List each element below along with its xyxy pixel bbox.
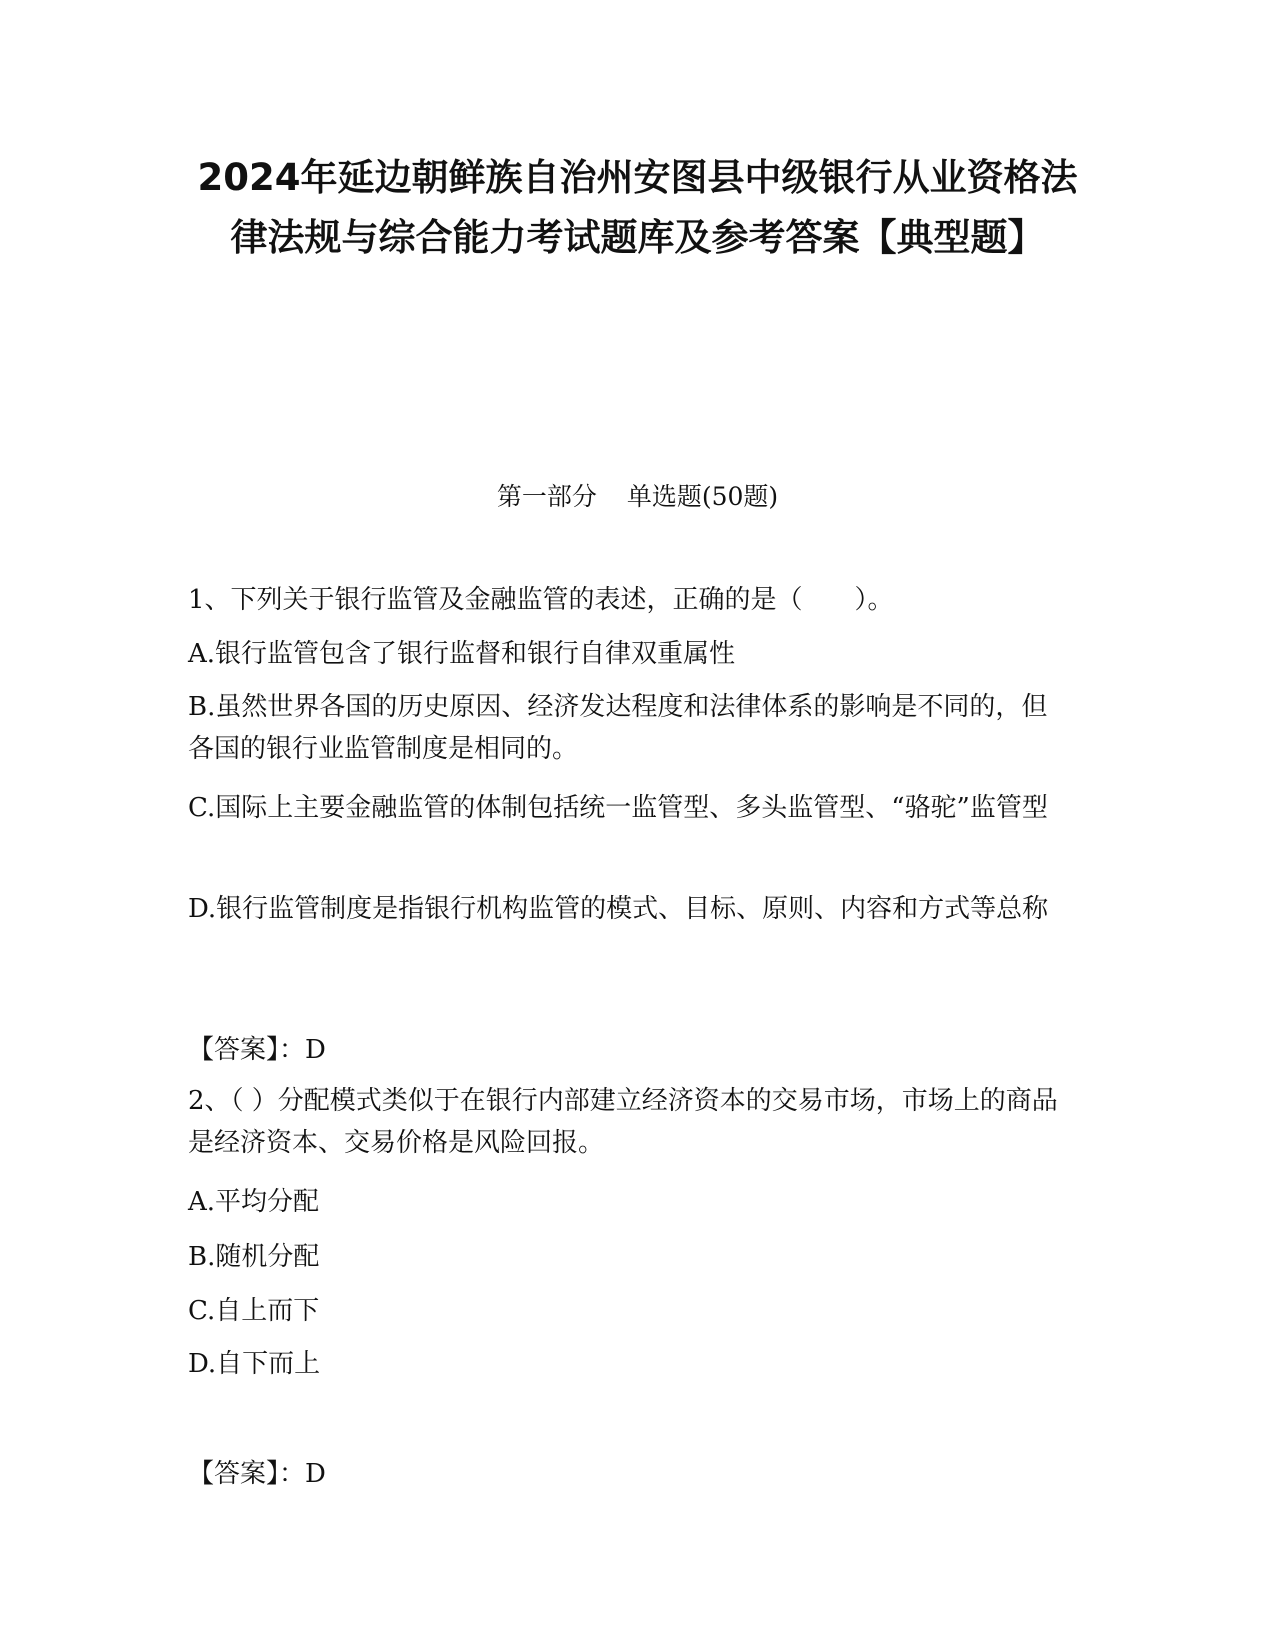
question-1-option-b: B.虽然世界各国的历史原因、经济发达程度和法律体系的影响是不同的，但各国的银行业监管制度是相同的。 [188,692,1048,764]
question-2-option-c: C.自上而下 [188,1296,320,1326]
question-2-option-d: D.自下而上 [188,1349,321,1379]
question-1-answer [188,1029,1068,1071]
section-part: 第一部分 [496,482,597,511]
question-2-option-a: A.平均分配 [188,1187,320,1217]
question-2-stem: 2、（ ）分配模式类似于在银行内部建立经济资本的交易市场，市场上的商品是经济资本、交易价格是风险回报。 [188,1086,1058,1158]
question-2-option-b: B.随机分配 [188,1242,320,1272]
question-1-answer-label: 【答案】： [188,1035,306,1065]
question-2-answer-label: 【答案】： [188,1459,306,1489]
question-1-answer-value: D [305,1035,326,1065]
question-1-option-c: C.国际上主要金融监管的体制包括统一监管型、多头监管型、“骆驼”监管型 [188,793,1048,823]
section-name: 单选题(50题) [626,482,779,511]
section-heading [180,480,1095,514]
question-1-stem: 1、下列关于银行监管及金融监管的表述，正确的是（ ）。 [188,585,894,615]
question-2-answer-value: D [305,1459,326,1489]
document-title: 2024年延边朝鲜族自治州安图县中级银行从业资格法律法规与综合能力考试题库及参考答案【典型题】 [197,156,1078,259]
question-1-option-a: A.银行监管包含了银行监督和银行自律双重属性 [188,639,736,669]
question-2-answer [188,1453,1068,1495]
question-1-option-d: D.银行监管制度是指银行机构监管的模式、目标、原则、内容和方式等总称 [188,894,1049,924]
